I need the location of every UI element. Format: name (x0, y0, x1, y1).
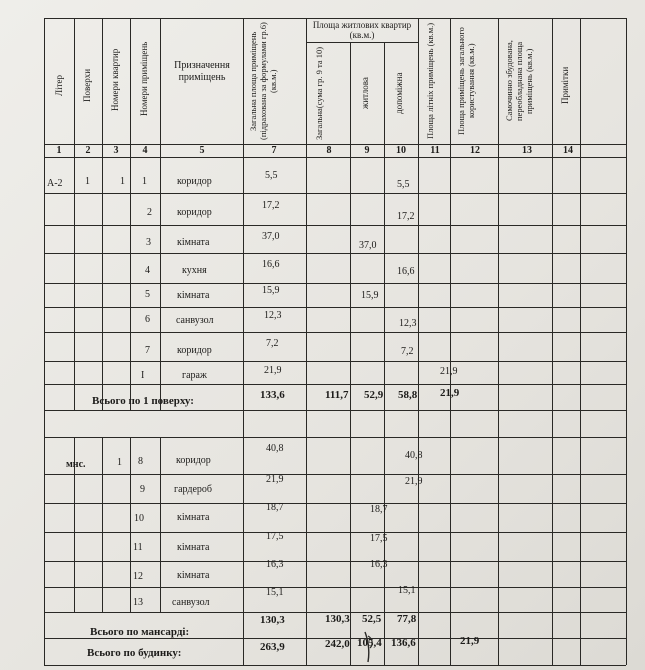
room-number: 1 (142, 176, 147, 187)
room-aux: 12,3 (399, 318, 417, 329)
col-num: 12 (470, 145, 480, 156)
room-aux: 7,2 (401, 346, 414, 357)
building-summer: 21,9 (460, 635, 480, 647)
room-number: 6 (145, 314, 150, 325)
room-number: 5 (145, 289, 150, 300)
floor1-sum: 111,7 (325, 389, 349, 401)
room-name: коридор (177, 345, 212, 356)
room-name: коридор (176, 455, 211, 466)
header-total-area: Загальна площа приміщень (підрахована за формулами гр.6) (кв.м.) (248, 22, 278, 140)
room-total: 37,0 (262, 231, 280, 242)
col-num: 2 (85, 145, 91, 156)
header-floors: Поверхи (82, 68, 92, 102)
floor1-apt: 1 (120, 176, 125, 187)
col-num: 11 (430, 145, 440, 156)
room-aux: 21,9 (405, 476, 423, 487)
building-aux: 136,6 (391, 637, 416, 649)
room-total: 15,9 (262, 285, 280, 296)
room-summer: 21,9 (440, 366, 458, 377)
room-name: кухня (182, 265, 207, 276)
room-living: 18,7 (370, 504, 388, 515)
room-total: 17,5 (266, 531, 284, 542)
attic-aux: 77,8 (397, 613, 417, 625)
room-total: 12,3 (264, 310, 282, 321)
room-name: кімната (177, 237, 210, 248)
building-total: 263,9 (260, 641, 285, 653)
room-aux: 17,2 (397, 211, 415, 222)
col-num: 5 (199, 145, 205, 156)
floor1-living: 52,9 (364, 389, 384, 401)
attic-total: 130,3 (260, 614, 285, 626)
room-number: 10 (134, 513, 144, 524)
handwritten-mark (362, 630, 376, 664)
header-living-group: Площа житлових квартир (кв.м.) (312, 20, 412, 40)
room-total: 5,5 (265, 170, 278, 181)
room-total: 15,1 (266, 587, 284, 598)
room-living: 16,3 (370, 559, 388, 570)
room-number: 9 (140, 484, 145, 495)
header-auxiliary: допоміжна (394, 72, 404, 114)
attic-floor: мнс. (66, 459, 86, 470)
room-total: 18,7 (266, 502, 284, 513)
room-name: гараж (182, 370, 207, 381)
room-name: гардероб (174, 484, 213, 495)
building-living: 105,4 (357, 637, 382, 649)
room-name: кімната (177, 512, 210, 523)
room-total: 40,8 (266, 443, 284, 454)
room-living: 37,0 (359, 240, 377, 251)
room-name: коридор (177, 207, 212, 218)
room-number: 13 (133, 597, 143, 608)
col-num: 14 (563, 145, 573, 156)
floor1-total: 133,6 (260, 389, 285, 401)
col-num: 3 (113, 145, 119, 156)
room-number: 3 (146, 237, 151, 248)
header-apt-numbers: Номери квартир (110, 48, 120, 112)
header-living: житлова (360, 77, 370, 109)
building-sum: 242,0 (325, 638, 350, 650)
header-self-built: Самочинно збудована, переобладнана площа приміщень (кв.м.) (504, 40, 534, 122)
col-num: 9 (364, 145, 370, 156)
room-total: 21,9 (266, 474, 284, 485)
floor1-total-label: Всього по 1 поверху: (92, 395, 194, 407)
attic-sum: 130,3 (325, 613, 350, 625)
room-living: 15,9 (361, 290, 379, 301)
room-total: 16,3 (266, 559, 284, 570)
header-common: Площа приміщень загального користування (кв.м.) (456, 27, 476, 135)
floor1-summer: 21,9 (440, 387, 460, 399)
room-number: 2 (147, 207, 152, 218)
room-number: I (141, 370, 145, 381)
room-aux: 16,6 (397, 266, 415, 277)
room-number: 8 (138, 456, 143, 467)
header-sum-area: Загальна(сума гр. 9 та 10) (314, 46, 324, 140)
header-summer: Площа літніх приміщень (кв.м.) (425, 22, 435, 140)
floor1-liter: А-2 (47, 178, 63, 189)
header-liter: Літер (54, 74, 64, 96)
room-name: кімната (177, 570, 210, 581)
col-num: 13 (522, 145, 532, 156)
room-number: 4 (145, 265, 150, 276)
room-aux: 40,8 (405, 450, 423, 461)
attic-total-label: Всього по мансарді: (90, 626, 190, 638)
header-notes: Примітки (560, 66, 570, 104)
attic-apt: 1 (117, 457, 122, 468)
room-name: кімната (177, 290, 210, 301)
floor1-floor: 1 (85, 176, 90, 187)
room-aux: 5,5 (397, 179, 410, 190)
col-num: 10 (396, 145, 406, 156)
header-room-numbers: Номери приміщень (139, 41, 149, 117)
col-num: 4 (142, 145, 148, 156)
room-total: 21,9 (264, 365, 282, 376)
attic-living: 52,5 (362, 613, 382, 625)
room-total: 17,2 (262, 200, 280, 211)
col-num: 1 (56, 145, 62, 156)
room-name: кімната (177, 542, 210, 553)
col-num: 7 (271, 145, 277, 156)
room-number: 7 (145, 345, 150, 356)
building-total-label: Всього по будинку: (87, 647, 182, 659)
room-total: 16,6 (262, 259, 280, 270)
room-name: санвузол (176, 315, 214, 326)
room-name: коридор (177, 176, 212, 187)
room-aux: 15,1 (398, 585, 416, 596)
room-number: 12 (133, 571, 143, 582)
room-number: 11 (133, 542, 143, 553)
header-purpose: Призначення приміщень (174, 60, 230, 83)
room-total: 7,2 (266, 338, 279, 349)
floor1-aux: 58,8 (398, 389, 418, 401)
room-living: 17,5 (370, 533, 388, 544)
room-name: санвузол (172, 597, 210, 608)
col-num: 8 (326, 145, 332, 156)
